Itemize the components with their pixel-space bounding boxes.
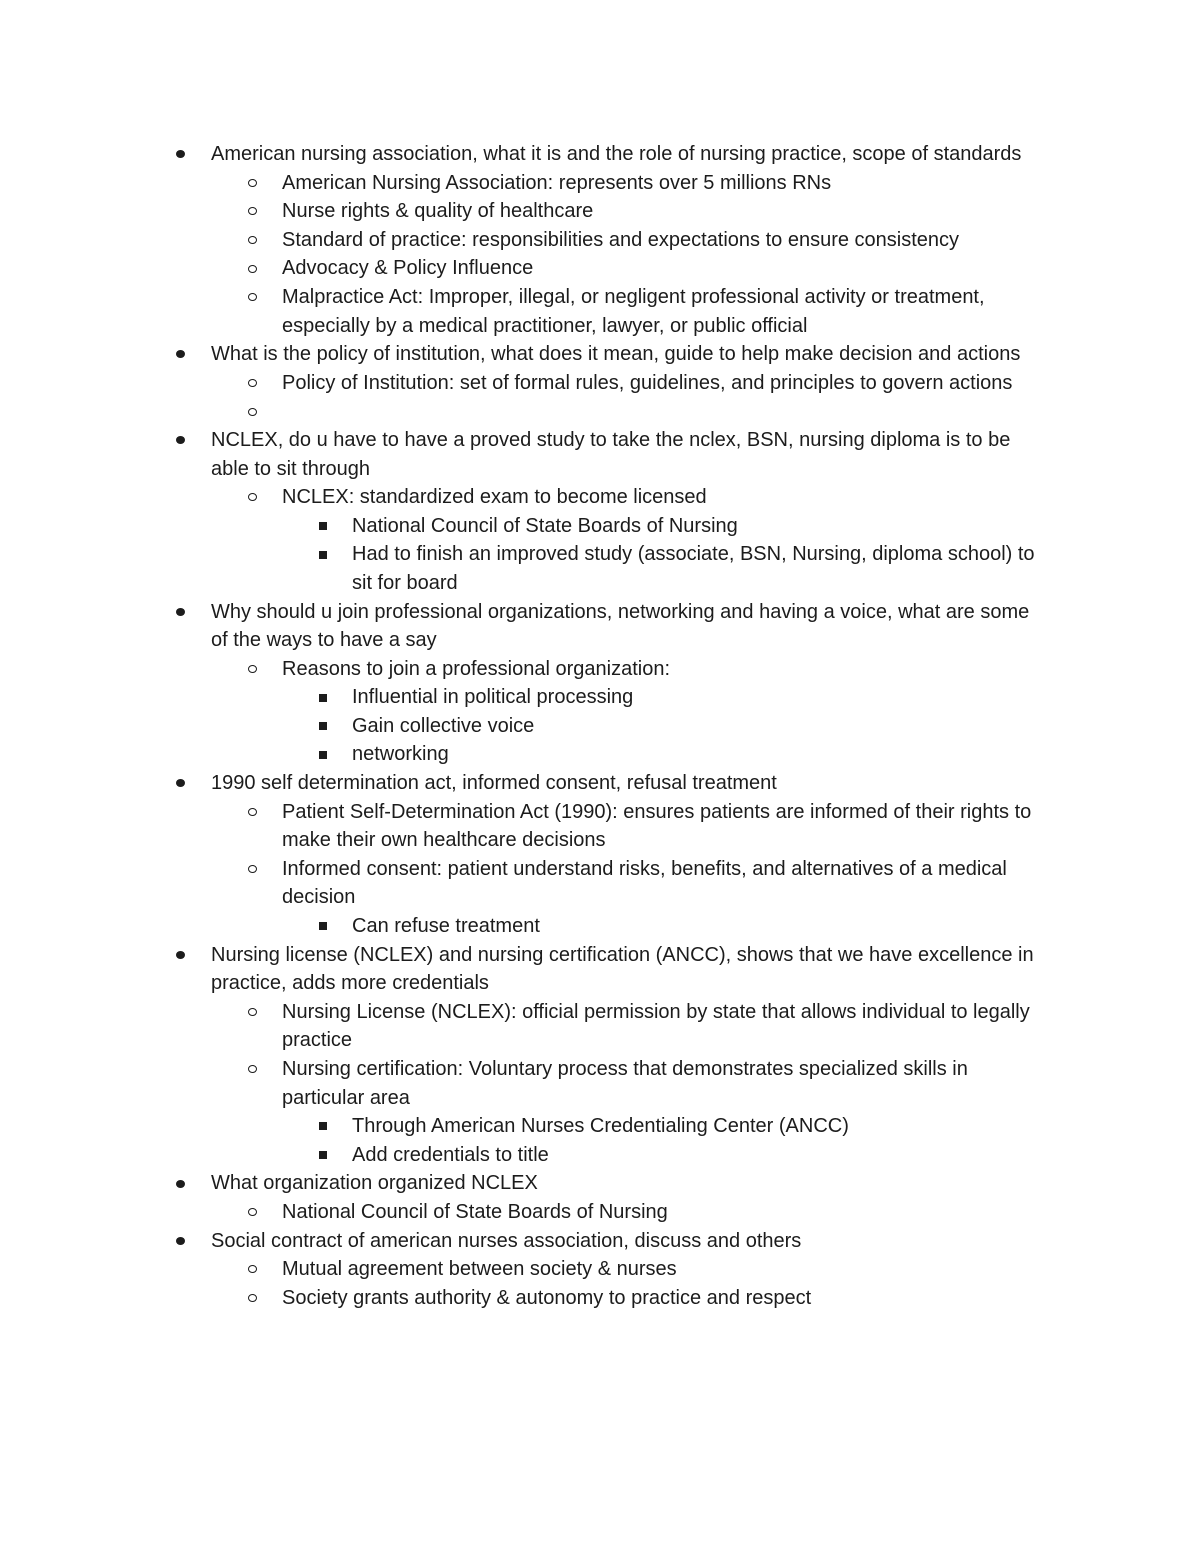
outline-item-text: Gain collective voice (352, 714, 535, 737)
outline-item-text: American Nursing Association: represents over 5 millions RNs (282, 171, 832, 194)
bullet-icon (173, 1169, 187, 1198)
outline-item-level-2 (352, 912, 1052, 941)
circle-bullet-icon (245, 369, 259, 398)
outline-item-text: Standard of practice: responsibilities and expectations to ensure consistency (282, 228, 960, 251)
circle-bullet-icon (245, 483, 259, 512)
square-bullet-icon (316, 683, 330, 712)
outline-item-text: Mutual agreement between society & nurses (282, 1258, 677, 1281)
bullet-icon (173, 426, 187, 455)
bullet-icon (173, 598, 187, 627)
outline-item-text (282, 397, 1052, 426)
outline-item-text: Advocacy & Policy Influence (282, 257, 534, 280)
bullet-icon (173, 140, 187, 169)
circle-bullet-icon (245, 1055, 259, 1084)
outline-item-text: What is the policy of institution, what does it mean, guide to help make decision and actions (211, 343, 1021, 366)
outline-item-level-2 (352, 540, 1052, 597)
circle-bullet-icon (245, 998, 259, 1027)
outline-item-level-2 (352, 512, 1052, 541)
square-bullet-icon (316, 512, 330, 541)
outline-item-text: National Council of State Boards of Nursing (282, 1200, 668, 1223)
outline-item-level-1 (282, 169, 1052, 198)
outline-item-text: Policy of Institution: set of formal rules, guidelines, and principles to govern actions (282, 371, 1013, 394)
outline-item-text: Add credentials to title (352, 1143, 549, 1166)
outline-item-text: American nursing association, what it is and the role of nursing practice, scope of standards (211, 143, 1022, 165)
outline-item-text: Society grants authority & autonomy to practice and respect (282, 1286, 812, 1309)
square-bullet-icon (316, 740, 330, 769)
outline-item-level-2 (352, 683, 1052, 712)
outline-item-text: Informed consent: patient understand risks, benefits, and alternatives of a medical decision (282, 857, 1007, 909)
outline-item-text: Nursing License (NCLEX): official permission by state that allows individual to legally practice (282, 1000, 1030, 1052)
outline-item-level-0 (211, 340, 1051, 369)
circle-bullet-icon (245, 283, 259, 312)
outline-item-text: National Council of State Boards of Nursing (352, 514, 738, 537)
outline-item-level-2 (352, 1141, 1052, 1170)
outline-item-level-0 (211, 140, 1051, 169)
outline-item-text: What organization organized NCLEX (211, 1172, 538, 1195)
square-bullet-icon (316, 1112, 330, 1141)
circle-bullet-icon (245, 254, 259, 283)
outline-item-text: Nurse rights & quality of healthcare (282, 200, 594, 223)
outline-item-level-1 (282, 254, 1052, 283)
circle-bullet-icon (245, 1198, 259, 1227)
bullet-icon (173, 1227, 187, 1256)
square-bullet-icon (316, 912, 330, 941)
outline-item-level-1 (282, 197, 1052, 226)
outline-item-level-1 (282, 1255, 1052, 1284)
circle-bullet-icon (245, 798, 259, 827)
notes-outline (0, 140, 1200, 1312)
outline-item-level-0 (211, 598, 1051, 655)
outline-item-level-0 (211, 769, 1051, 798)
bullet-icon (173, 769, 187, 798)
outline-item-level-1 (282, 1055, 1052, 1112)
outline-item-text: Why should u join professional organizations, networking and having a voice, what are some of the ways to have a say (211, 600, 1030, 652)
outline-item-text: Malpractice Act: Improper, illegal, or negligent professional activity or treatment, especially by a medical practitioner, lawyer, or public official (282, 285, 985, 337)
outline-item-text: Social contract of american nurses association, discuss and others (211, 1229, 802, 1252)
circle-bullet-icon (245, 397, 259, 426)
outline-item-text: Reasons to join a professional organization: (282, 657, 671, 680)
outline-item-level-2 (352, 740, 1052, 769)
outline-item-level-1 (282, 483, 1052, 512)
outline-item-level-1 (282, 283, 1052, 340)
circle-bullet-icon (245, 226, 259, 255)
outline-item-level-1 (282, 369, 1052, 398)
outline-item-text: Nursing license (NCLEX) and nursing certification (ANCC), shows that we have excellence in practice, adds more credentials (211, 943, 1034, 995)
outline-item-level-0 (211, 1169, 1051, 1198)
outline-item-level-1 (282, 855, 1052, 912)
outline-item-text: Nursing certification: Voluntary process that demonstrates specialized skills in particular area (282, 1058, 968, 1109)
outline-item-level-1 (282, 998, 1052, 1055)
circle-bullet-icon (245, 655, 259, 684)
outline-item-text: Can refuse treatment (352, 915, 540, 938)
outline-item-level-1 (282, 397, 1052, 426)
outline-item-level-1 (282, 798, 1052, 855)
circle-bullet-icon (245, 197, 259, 226)
outline-item-text: Patient Self-Determination Act (1990): ensures patients are informed of their rights to make their own healthcare decisions (282, 800, 1032, 852)
outline-item-level-1 (282, 226, 1052, 255)
outline-item-level-0 (211, 426, 1051, 483)
circle-bullet-icon (245, 1284, 259, 1313)
outline-item-text: NCLEX: standardized exam to become licensed (282, 486, 707, 509)
outline-item-text: Through American Nurses Credentialing Center (ANCC) (352, 1115, 849, 1138)
bullet-icon (173, 941, 187, 970)
outline-item-level-0 (211, 941, 1051, 998)
outline-item-level-1 (282, 1284, 1052, 1313)
outline-item-level-2 (352, 1112, 1052, 1141)
square-bullet-icon (316, 540, 330, 569)
outline-item-level-0 (211, 1227, 1051, 1256)
outline-item-text: networking (352, 743, 449, 766)
outline-item-text: Influential in political processing (352, 686, 634, 709)
circle-bullet-icon (245, 855, 259, 884)
circle-bullet-icon (245, 1255, 259, 1284)
square-bullet-icon (316, 712, 330, 741)
outline-item-text: NCLEX, do u have to have a proved study to take the nclex, BSN, nursing diploma is to be able to sit through (211, 428, 1011, 480)
outline-item-level-2 (352, 712, 1052, 741)
bullet-icon (173, 340, 187, 369)
circle-bullet-icon (245, 169, 259, 198)
outline-item-level-1 (282, 655, 1052, 684)
outline-item-level-1 (282, 1198, 1052, 1227)
outline-item-text: 1990 self determination act, informed consent, refusal treatment (211, 772, 777, 795)
outline-item-text: Had to finish an improved study (associate, BSN, Nursing, diploma school) to sit for board (352, 543, 1035, 594)
square-bullet-icon (316, 1141, 330, 1170)
